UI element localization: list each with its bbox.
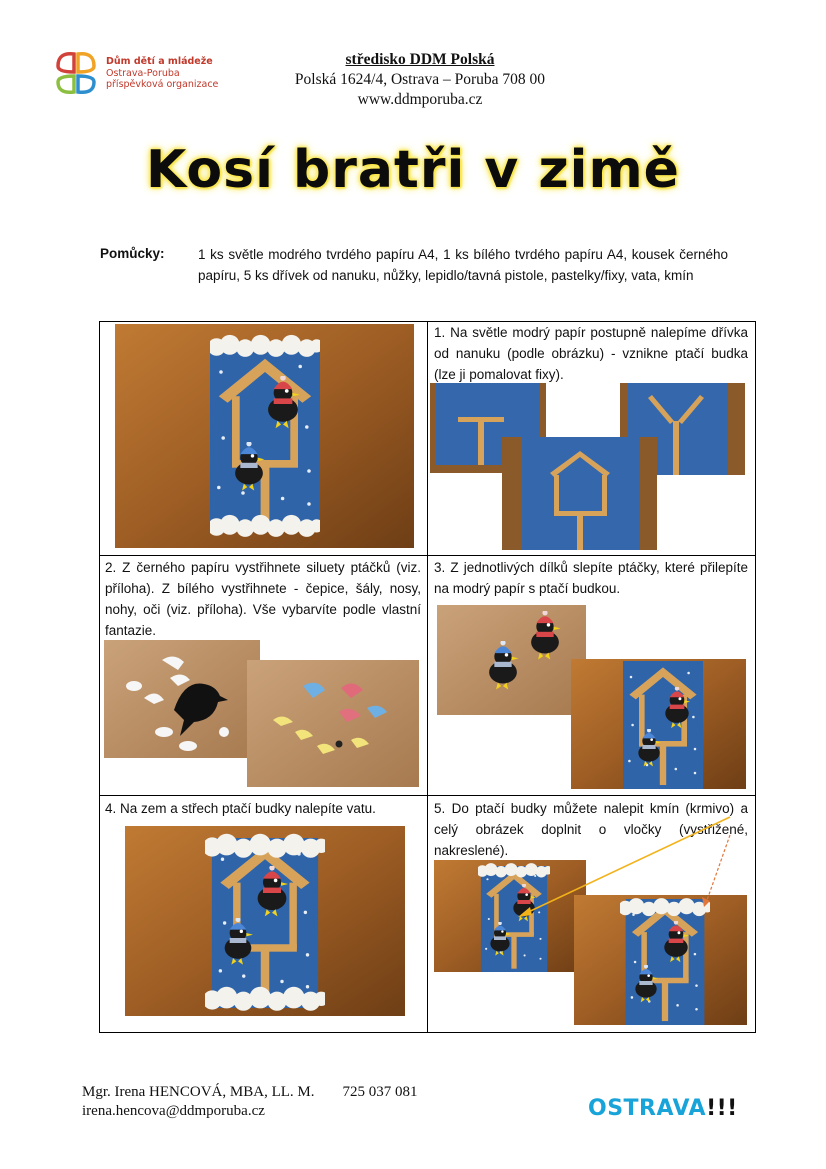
ostrava-logo [588, 1096, 738, 1121]
step-4-text: 4. Na zem a střech ptačí budky nalepíte vatu. [105, 801, 376, 816]
step-2-text: 2. Z černého papíru vystřihnete siluety ptáčků (viz. příloha). Z bílého vystřihnete - čepice, šály, nosy, nohy, oči (viz. příloha). Vše vybarvíte podle vlastní fantazie. [105, 560, 421, 638]
step-5-text: 5. Do ptačí budky můžete nalepit kmín (krmivo) a celý obrázek doplnit o vločky (vystřižené, nakreslené). [434, 801, 748, 858]
author-phone: 725 037 081 [342, 1084, 418, 1100]
center-header [250, 50, 590, 110]
center-website: www.ddmporuba.cz [357, 91, 483, 108]
table-divider-row-1 [99, 555, 756, 556]
arrow-head-seeds [518, 907, 532, 917]
table-divider-row-2 [99, 795, 756, 796]
step-1-text: 1. Na světle modrý papír postupně nalepíme dřívka od nanuku (podle obrázku) - vznikne ptačí budka (lze ji pomalovat fixy). [434, 325, 748, 382]
tools-text: 1 ks světle modrého tvrdého papíru A4, 1 ks bílého tvrdého papíru A4, kousek černého papíru, 5 ks dřívek od nanuku, nůžky, lepidlo/tavná pistole, pastelky/fixy, vata, kmín [198, 247, 728, 283]
step-4-photo [125, 826, 405, 1016]
final-craft-photo [115, 324, 414, 548]
org-line-3: příspěvková organizace [106, 79, 219, 90]
page-title: Kosí bratři v zimě [146, 140, 680, 200]
step-2-photo-a [104, 640, 260, 758]
author-name: Mgr. Irena HENCOVÁ, MBA, LL. M. [82, 1084, 315, 1100]
org-line-1: Dům dětí a mládeže [106, 56, 213, 67]
step-3-photo-a [437, 605, 586, 715]
tools-label: Pomůcky: [100, 246, 165, 261]
ostrava-logo-suffix: !!! [706, 1096, 738, 1121]
center-name: středisko DDM Polská [345, 51, 495, 68]
arrow-to-flakes [706, 835, 730, 903]
arrow-to-seeds [522, 817, 730, 915]
table-divider-vertical [427, 321, 428, 1033]
step-3-text: 3. Z jednotlivých dílků slepíte ptáčky, které přilepíte na modrý papír s ptačí budkou. [434, 560, 748, 596]
author-email: irena.hencova@ddmporuba.cz [82, 1103, 265, 1119]
footer-contact [82, 1083, 417, 1121]
org-name [106, 56, 218, 91]
step-2-photo-b [247, 660, 419, 787]
ddm-logo [52, 50, 100, 96]
annotation-arrows [500, 815, 750, 925]
step-3-photo-b [571, 659, 746, 789]
arrow-head-flakes [702, 897, 710, 907]
ostrava-logo-text: OSTRAVA [588, 1096, 707, 1121]
org-line-2: Ostrava-Poruba [106, 67, 180, 79]
center-address: Polská 1624/4, Ostrava – Poruba 708 00 [294, 71, 546, 88]
step-1-photo-c [502, 437, 657, 550]
